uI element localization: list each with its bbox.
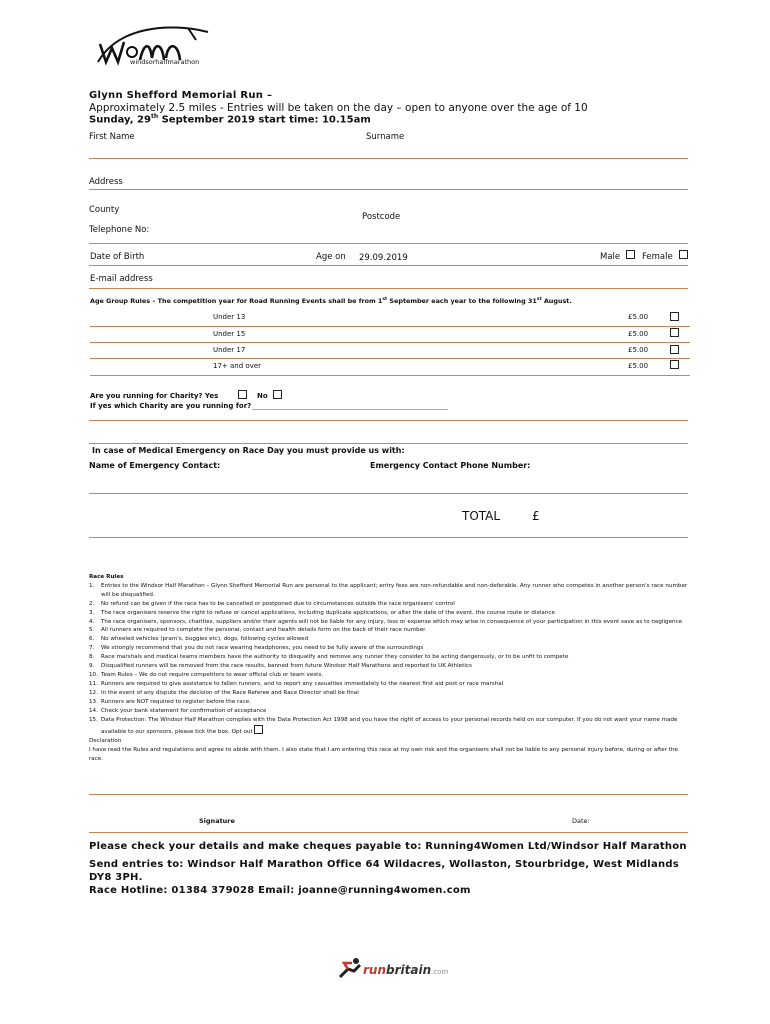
race-rule-text: Race marshals and medical teams members have the authority to disqualify and remove any runner they consider to be acting dangerously, or to be unfit to compete xyxy=(101,654,569,661)
county-label: County xyxy=(89,205,120,215)
event-title: Glynn Shefford Memorial Run – xyxy=(89,90,273,101)
telephone-line[interactable] xyxy=(89,243,688,244)
race-rules-title: Race Rules xyxy=(89,574,124,580)
declaration-line xyxy=(89,794,688,795)
total-currency: £ xyxy=(532,509,540,523)
declaration-title: Declaration xyxy=(89,738,122,745)
charity-question: Are you running for Charity? Yes xyxy=(90,392,219,400)
race-rule-text: No refund can be given if the race has to be cancelled or postponed due to circumstances outside the race organisers' control xyxy=(101,600,455,607)
under-13-checkbox[interactable] xyxy=(670,312,679,321)
race-rule-text: The race organisers, sponsors, charities, suppliers and/or their agents will not be liable for any injury, loss or expense which may arise in consequence of your participation in this event save as to negligence xyxy=(101,618,683,625)
under-17-checkbox[interactable] xyxy=(670,345,679,354)
age-row-line xyxy=(90,326,690,327)
race-rule-text: All runners are required to complete the personal, contact and health details form on the back of their race number. xyxy=(101,627,427,634)
race-rule: 15. Data Protection: The Windsor Half Marathon complies with the Data Protection Act 1998 and you have the right of access to your personal records held on our computer. If you do not want your name made available to our sponsors, please tick the box. Opt out xyxy=(89,716,678,736)
age-group-rules xyxy=(90,297,572,305)
race-hotline: Race Hotline: 01384 379028 Email: joanne@running4women.com xyxy=(89,885,471,896)
race-rule-text: Runners are required to give assistance to fallen runners, and to report any casualties immediately to the nearest first aid post or race marshal xyxy=(101,680,504,687)
race-rule: 8. Race marshals and medical teams members have the authority to disqualify and remove any runner they consider to be acting dangerously, or to be unfit to compete xyxy=(89,654,569,661)
age-row-fee: £5.00 xyxy=(628,362,649,370)
age-row-label: 17+ and over xyxy=(213,362,262,370)
race-rule-text: Data Protection: The Windsor Half Marathon complies with the Data Protection Act 1998 and you have the right of access to your personal records held on our computer. If you do not want your name made available to our sponsors, please tick the box. Opt out xyxy=(101,716,678,736)
runner-icon xyxy=(336,957,364,981)
event-date-prefix: Sunday, 29 xyxy=(89,114,151,126)
emergency-heading: In case of Medical Emergency on Race Day you must provide us with: xyxy=(92,446,405,455)
age-rule-b: September each year to the following 31 xyxy=(387,297,537,306)
postcode-label: Postcode xyxy=(362,212,401,222)
charity-no-checkbox[interactable] xyxy=(273,390,282,399)
charity-divider xyxy=(89,420,688,421)
race-rule-text: We strongly recommend that you do not race wearing headphones, you need to be fully aware of the surroundings xyxy=(101,645,424,652)
charity-name-line[interactable]: ________________________________________________________ xyxy=(252,402,448,410)
emergency-top-line xyxy=(89,443,688,444)
date-label: Date: xyxy=(572,817,590,825)
race-rule: 12. In the event of any dispute the decision of the Race Referee and Race Director shall be final xyxy=(89,689,359,696)
runbritain-com: .com xyxy=(431,968,449,976)
age-rule-a: Age Group Rules – The competition year for Road Running Events shall be from 1 xyxy=(90,297,383,306)
name-line[interactable] xyxy=(89,158,688,159)
opt-out-checkbox[interactable] xyxy=(254,725,263,734)
charity-no-label: No xyxy=(257,392,268,400)
total-label: TOTAL xyxy=(462,509,501,523)
race-rule: 10. Team Rules – We do not require competitors to wear official club or team vests. xyxy=(89,671,324,678)
runbritain-text xyxy=(363,963,448,977)
windsor-half-marathon-logo xyxy=(88,22,228,72)
race-rule-text: Disqualified runners will be removed from the race results, banned from future Windsor Half Marathons and reported to UK Athletics xyxy=(101,663,472,670)
age-row-line xyxy=(90,342,690,343)
event-date xyxy=(89,113,371,125)
signature-label: Signature xyxy=(199,817,235,825)
age-row-label: Under 13 xyxy=(213,313,246,321)
race-rule-text: The race organisers reserve the right to refuse or cancel applications, including duplicate applications, or alter the date of the event, the course route or distance xyxy=(101,609,555,616)
over-17-checkbox[interactable] xyxy=(670,360,679,369)
age-row-fee: £5.00 xyxy=(628,330,649,338)
age-row-label: Under 17 xyxy=(213,346,246,354)
age-rule-sup2: st xyxy=(536,297,542,302)
race-rule: 11. Runners are required to give assistance to fallen runners, and to report any casualties immediately to the nearest first aid post or race marshal xyxy=(89,680,504,687)
logo-text: windsorhalfmarathon xyxy=(130,58,200,66)
race-rule: 7. We strongly recommend that you do not race wearing headphones, you need to be fully aware of the surroundings xyxy=(89,645,424,652)
race-rules xyxy=(89,573,689,764)
age-row-label: Under 15 xyxy=(213,330,246,338)
race-rule: 1. Entries to the Windsor Half Marathon – Glynn Shefford Memorial Run are personal to the applicant; entry fees are non-refundable and non-deferable. Any runner who competes in another person's race number will be disqualified. xyxy=(89,582,688,598)
female-checkbox[interactable] xyxy=(679,250,688,259)
male-checkbox[interactable] xyxy=(626,250,635,259)
male-label: Male xyxy=(600,252,621,262)
race-rule: 6. No wheeled vehicles (pram's, buggies etc), dogs, following cycles allowed xyxy=(89,636,309,643)
race-rule-text: Entries to the Windsor Half Marathon – Glynn Shefford Memorial Run are personal to the applicant; entry fees are non-refundable and non-deferable. Any runner who competes in another person's race number will be disqualified. xyxy=(101,582,688,598)
age-rule-c: August. xyxy=(541,297,572,306)
under-15-checkbox[interactable] xyxy=(670,328,679,337)
age-row-line xyxy=(90,358,690,359)
emergency-name-label: Name of Emergency Contact: xyxy=(89,461,221,470)
event-date-suffix: September 2019 start time: 10.15am xyxy=(158,114,371,126)
send-entries-line2: DY8 3PH. xyxy=(89,872,143,883)
age-row-fee: £5.00 xyxy=(628,346,649,354)
declaration-text: I have read the Rules and regulations and agree to abide with them. I also state that I am entering this race at my own risk and the organisers shall not be liable to any personal injury before, during or after the race. xyxy=(89,747,678,763)
total-line[interactable] xyxy=(89,537,688,538)
race-rule-text: In the event of any dispute the decision of the Race Referee and Race Director shall be final xyxy=(101,689,359,696)
race-rule: 4. The race organisers, sponsors, charities, suppliers and/or their agents will not be liable for any injury, loss or expense which may arise in consequence of your participation in this event save as to negligence xyxy=(89,618,683,625)
age-on-label: Age on xyxy=(316,252,346,262)
dob-line[interactable] xyxy=(89,265,688,266)
email-label: E-mail address xyxy=(90,274,153,284)
race-rule-text: Team Rules – We do not require competitors to wear official club or team vests. xyxy=(101,671,324,678)
surname-label: Surname xyxy=(366,132,405,142)
cheques-info: Please check your details and make cheques payable to: Running4Women Ltd/Windsor Half Marathon xyxy=(89,841,687,852)
charity-yes-checkbox[interactable] xyxy=(238,390,247,399)
race-rule: 2. No refund can be given if the race has to be cancelled or postponed due to circumstances outside the race organisers' control xyxy=(89,600,455,607)
address-label: Address xyxy=(89,177,123,187)
runbritain-britain: britain xyxy=(386,963,432,977)
charity-which-label: If yes which Charity are you running for? xyxy=(90,402,252,410)
race-rule: 13. Runners are NOT required to register before the race. xyxy=(89,698,252,705)
first-name-label: First Name xyxy=(89,132,135,142)
event-subtitle: Approximately 2.5 miles - Entries will be taken on the day – open to anyone over the age of 10 xyxy=(89,102,588,114)
runbritain-run: run xyxy=(363,963,387,977)
race-rule: 9. Disqualified runners will be removed from the race results, banned from future Windsor Half Marathons and reported to UK Athletics xyxy=(89,663,472,670)
race-rule: 5. All runners are required to complete the personal, contact and health details form on the back of their race number. xyxy=(89,627,427,634)
race-rule: 3. The race organisers reserve the right to refuse or cancel applications, including duplicate applications, or alter the date of the event, the course route or distance xyxy=(89,609,555,616)
runbritain-logo xyxy=(336,957,449,983)
age-rule-sup1: st xyxy=(382,297,388,302)
dob-label: Date of Birth xyxy=(90,252,145,262)
emergency-phone-label: Emergency Contact Phone Number: xyxy=(370,461,531,470)
age-on-date: 29.09.2019 xyxy=(359,253,408,263)
signature-line[interactable] xyxy=(89,832,688,833)
race-rule: 14. Check your bank statement for confirmation of acceptance xyxy=(89,707,267,714)
race-rule-text: Runners are NOT required to register before the race. xyxy=(101,698,252,705)
send-entries-line1: Send entries to: Windsor Half Marathon Office 64 Wildacres, Wollaston, Stourbridge, West Midlands xyxy=(89,859,679,870)
race-rule-text: Check your bank statement for confirmation of acceptance xyxy=(101,707,267,714)
age-row-fee: £5.00 xyxy=(628,313,649,321)
address-line[interactable] xyxy=(89,189,688,190)
telephone-label: Telephone No: xyxy=(89,225,150,235)
emergency-line[interactable] xyxy=(89,493,688,494)
age-row-line xyxy=(90,375,690,376)
race-rule-text: No wheeled vehicles (pram's, buggies etc), dogs, following cycles allowed xyxy=(101,636,309,643)
event-date-sup: th xyxy=(150,113,159,120)
email-line[interactable] xyxy=(89,288,688,289)
female-label: Female xyxy=(642,252,673,262)
